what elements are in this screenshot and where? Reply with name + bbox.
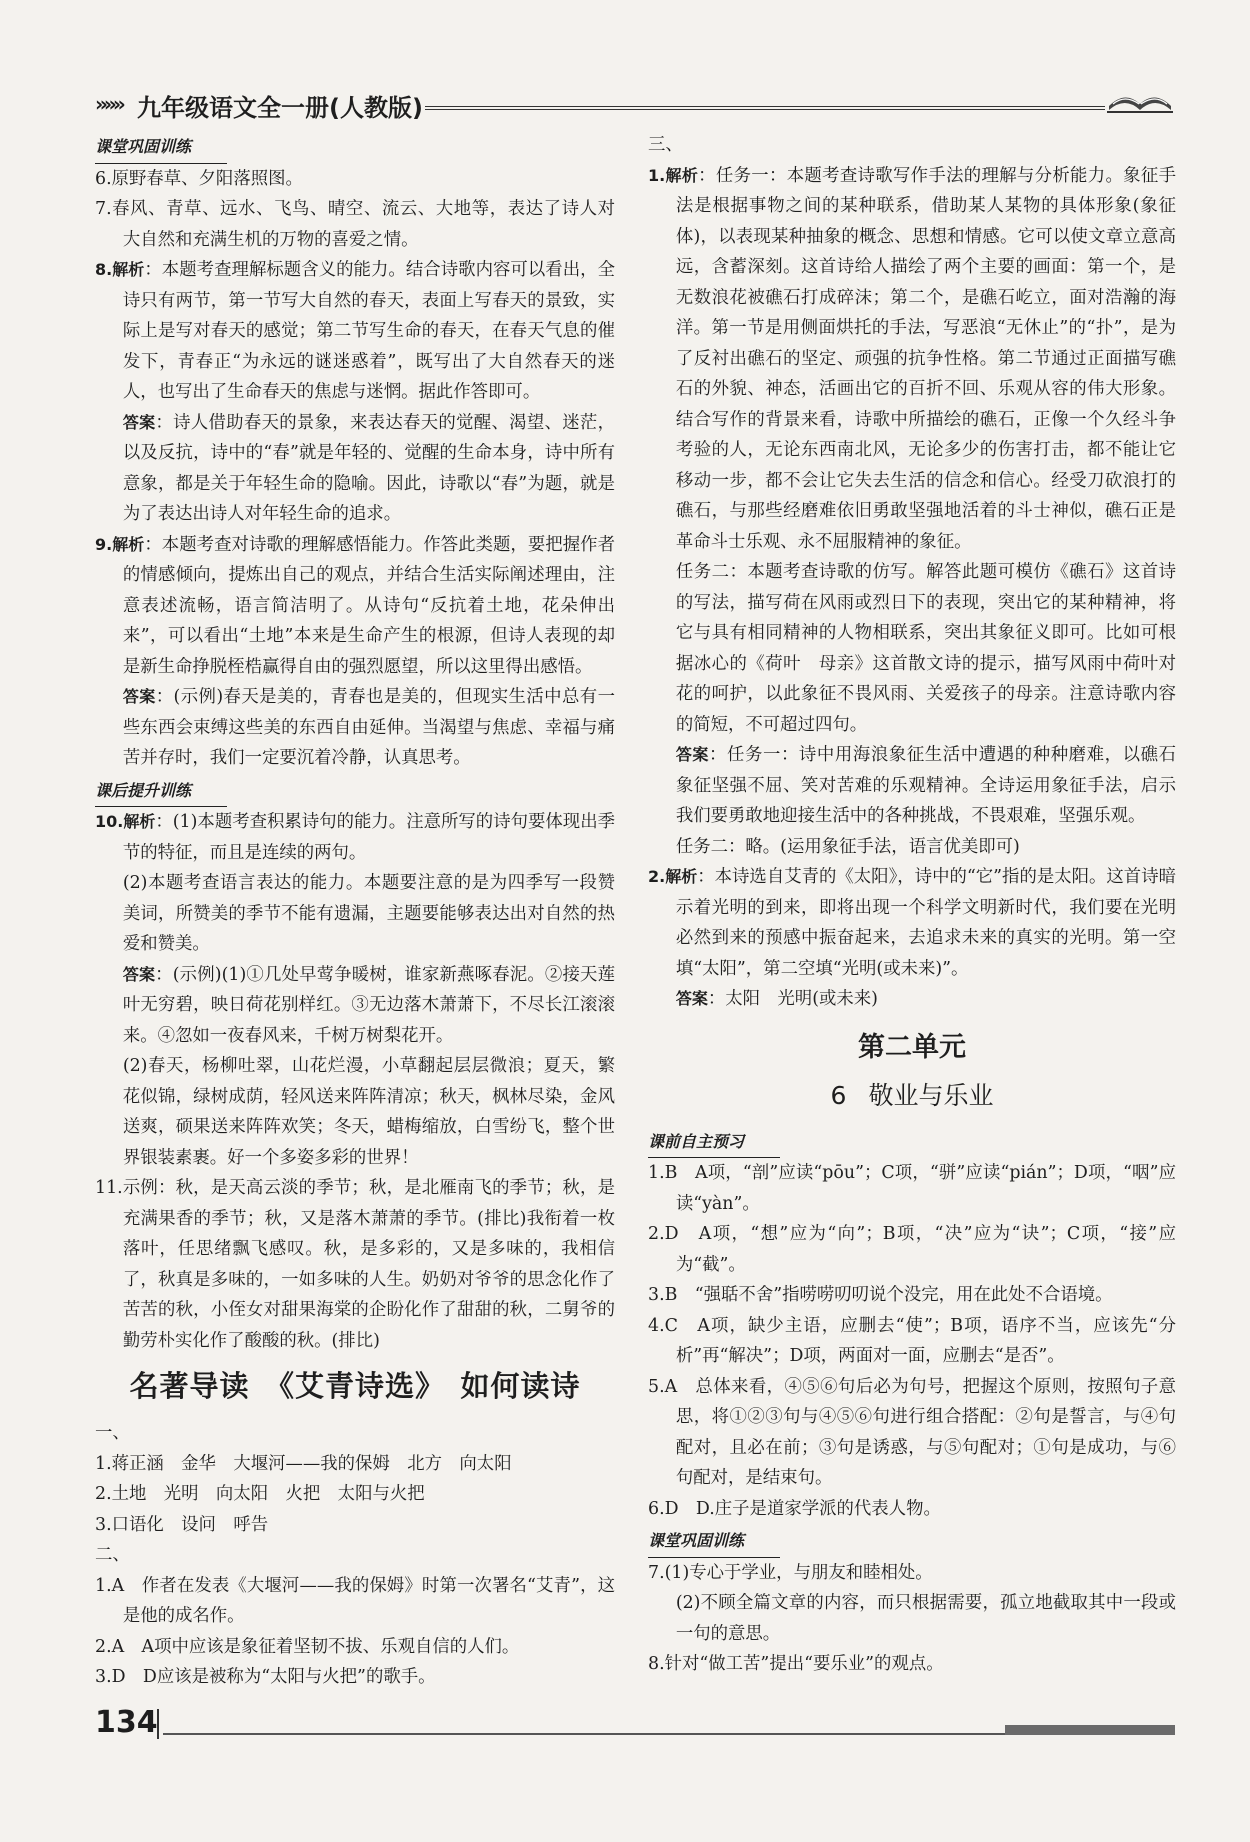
answer-item: 3.D D应该是被称为“太阳与火把”的歌手。 [95, 1667, 436, 1687]
analysis-text: ：本题考查对诗歌的理解感悟能力。作答此类题，要把握作者的情感倾向，提炼出自己的观点，并结合生活实际阐述理由，注意表述流畅，语言简洁明了。从诗句“反抗着土地，花朵伸出来”，可以看出“土地”本来是生命产生的根源，但诗人表现的却是新生命挣脱桎梏赢得自由的强烈愿望，所以这里得出感悟。 [122, 534, 615, 677]
answer-item: 6.原野春草、夕阳落照图。 [95, 168, 303, 189]
section-title: 课前自主预习 [648, 1127, 780, 1159]
right-column [648, 130, 1176, 1680]
answer-item [648, 984, 1176, 1015]
answer-item: 1.A 作者在发表《大堰河——我的保姆》时第一次署名“艾青”，这是他的成名作。 [95, 1575, 615, 1626]
analysis-text: ：(1)本题考查积累诗句的能力。注意所写的诗句要体现出季节的特征，而且是连续的两句。 [122, 812, 615, 863]
answer-text: ：任务一：诗中用海浪象征生活中遭遇的种种磨难，以礁石象征坚强不屈、笑对苦难的乐观精神。全诗运用象征手法，启示我们要勇敢地迎接生活中的各种挑战，不畏艰难，坚强乐观。 [675, 745, 1176, 826]
answer-item: (2)本题考查语言表达的能力。本题要注意的是为四季写一段赞美词，所赞美的季节不能有遗漏，主题要能够表达出对自然的热爱和赞美。 [122, 873, 615, 954]
answer-text: ：诗人借助春天的景象，来表达春天的觉醒、渴望、迷茫，以及反抗，诗中的“春”就是年轻的、觉醒的生命本身，诗中所有意象，都是关于年轻生命的隐喻。因此，诗歌以“春”为题，就是为了表达出诗人对年轻生命的追求。 [122, 412, 615, 524]
answer-label: 答案 [675, 745, 710, 764]
answer-item: 3.口语化 设问 呼告 [95, 1514, 269, 1535]
page-footer [95, 1705, 1175, 1745]
answer-item [648, 161, 1176, 558]
answer-label: 答案 [122, 964, 156, 984]
section-title: 课堂巩固训练 [95, 132, 227, 164]
analysis-label: 1.解析 [648, 165, 699, 185]
answer-item: 4.C A项，缺少主语，应删去“使”；B项，语序不当，应该先“分析”再“解决”；D项，两面对一面，应删去“是否”。 [648, 1315, 1176, 1366]
answer-item [95, 530, 615, 683]
lesson-title: 敬业与乐业 [868, 1080, 994, 1110]
page-header [95, 88, 1175, 124]
answer-item: 2.A A项中应该是象征着坚韧不拔、乐观自信的人们。 [95, 1636, 520, 1657]
answer-item: 7.春风、青草、远水、飞鸟、晴空、流云、大地等，表达了诗人对大自然和充满生机的万物的喜爱之情。 [95, 199, 615, 250]
answer-item [648, 740, 1176, 832]
answer-label: 答案 [675, 989, 708, 1008]
part-heading: 一、 [95, 1423, 130, 1443]
answer-label: 答案 [122, 412, 156, 432]
answer-item [95, 960, 615, 1052]
answer-item: 2.土地 光明 向太阳 火把 太阳与火把 [95, 1484, 425, 1504]
footer-divider [157, 1709, 159, 1739]
left-column [95, 130, 615, 1693]
unit-title: 第二单元 [858, 1031, 966, 1063]
chevrons-icon: »»» [95, 92, 122, 116]
part-heading: 二、 [95, 1545, 130, 1565]
analysis-label: 10.解析 [95, 812, 156, 831]
answer-item: 1.蒋正涵 金华 大堰河——我的保姆 北方 向太阳 [95, 1453, 512, 1474]
answer-text: ：(示例)春天是美的，青春也是美的，但现实生活中总有一些东西会束缚这些美的东西自由延伸。当渴望与焦虑、幸福与痛苦并存时，我们一定要沉着冷静，认真思考。 [122, 687, 615, 768]
answer-item: 任务二：略。(运用象征手法，语言优美即可) [675, 836, 1020, 857]
answer-item: 8.针对“做工苦”提出“要乐业”的观点。 [648, 1654, 944, 1674]
answer-item: 5.A 总体来看，④⑤⑥句后必为句号，把握这个原则，按照句子意思，将①②③句与④⑤⑥句进行组合搭配：②句是誓言，与④句配对，且必在前；③句是诱惑，与⑤句配对；①句是成功，与⑥句配对，是结束句。 [648, 1376, 1176, 1488]
answer-item [95, 255, 615, 408]
section-title: 课堂巩固训练 [648, 1526, 780, 1558]
answer-item: 1.B A项，“剖”应读“pōu”；C项，“骈”应读“pián”；D项，“咽”应读“yàn”。 [648, 1163, 1176, 1214]
reading-guide-title: 名著导读 《艾青诗选》 如何读诗 [129, 1369, 581, 1403]
book-title: 九年级语文全一册(人教版) [137, 94, 423, 122]
analysis-text: ：本诗选自艾青的《太阳》，诗中的“它”指的是太阳。这首诗暗示着光明的到来，即将出现一个科学文明新时代，我们要在光明必然到来的预感中振奋起来，去追求未来的真实的光明。第一空填“太阳”，第二空填“光明(或未来)”。 [675, 867, 1176, 979]
analysis-text: ：本题考查理解标题含义的能力。结合诗歌内容可以看出，全诗只有两节，第一节写大自然的春天，表面上写春天的景致，实际上是写对春天的感觉；第二节写生命的春天，在春天气息的催发下，青春正“为永远的谜迷惑着”，既写出了大自然春天的迷人，也写出了生命春天的焦虑与迷惘。据此作答即可。 [122, 260, 615, 402]
analysis-label: 2.解析 [648, 867, 698, 886]
answer-item: 任务二：本题考查诗歌的仿写。解答此题可模仿《礁石》这首诗的写法，描写荷在风雨或烈日下的表现，突出它的某种精神，将它与具有相同精神的人物相联系，突出其象征义即可。比如可根据冰心的《荷叶 母亲》这首散文诗的提示，描写风雨中荷叶对花的呵护，以此象征不畏风雨、关爱孩子的母亲。注意诗歌内容的简短，不可超过四句。 [675, 562, 1176, 735]
analysis-text: ：任务一：本题考查诗歌写作手法的理解与分析能力。象征手法是根据事物之间的某种联系，借助某人某物的具体形象(象征体)，以表现某种抽象的概念、思想和情感。它可以使文章立意高远，含蓄深刻。这首诗给人描绘了两个主要的画面：第一个，是无数浪花被礁石打成碎沫；第二个，是礁石屹立，面对浩瀚的海洋。第一节是用侧面烘托的手法，写恶浪“无休止”的“扑”，是为了反衬出礁石的坚定、顽强的抗争性格。第二节通过正面描写礁石的外貌、神态，活画出它的百折不回、乐观从容的伟大形象。结合写作的背景来看，诗歌中所描绘的礁石，正像一个久经斗争考验的人，无论东西南北风，无论多少的伤害打击，都不能让它移动一步，都不会让它失去生活的信念和信心。经受刀砍浪打的礁石，与那些经磨难依旧勇敢坚强地活着的斗士神似，礁石正是革命斗士乐观、永不屈服精神的象征。 [675, 165, 1176, 552]
answer-item: (2)不顾全篇文章的内容，而只根据需要，孤立地截取其中一段或一句的意思。 [675, 1593, 1176, 1644]
footer-bar [1005, 1725, 1175, 1735]
page-number: 134 [95, 1705, 158, 1740]
answer-item [95, 807, 615, 868]
analysis-label: 9.解析 [95, 534, 145, 554]
open-book-icon [1105, 84, 1175, 118]
analysis-label: 8.解析 [95, 260, 145, 279]
answer-item: (2)春天，杨柳吐翠，山花烂漫，小草翻起层层微浪；夏天，繁花似锦，绿树成荫，轻风送来阵阵清凉；秋天，枫林尽染，金风送爽，硕果送来阵阵欢笑；冬天，蜡梅缩放，白雪纷飞，整个世界银装素裹。好一个多姿多彩的世界！ [122, 1056, 615, 1168]
answer-item [95, 408, 615, 530]
answer-text: ：(示例)(1)①几处早莺争暖树，谁家新燕啄春泥。②接天莲叶无穷碧，映日荷花别样红。③无边落木萧萧下，不尽长江滚滚来。④忽如一夜春风来，千树万树梨花开。 [122, 964, 615, 1046]
answer-item: 6.D D.庄子是道家学派的代表人物。 [648, 1498, 941, 1519]
answer-item [648, 862, 1176, 984]
answer-item: 7.(1)专心于学业，与朋友和睦相处。 [648, 1562, 933, 1583]
answer-text: ：太阳 光明(或未来) [707, 989, 878, 1009]
part-heading: 三、 [648, 135, 683, 155]
answer-item: 2.D A项，“想”应为“向”；B项，“决”应为“诀”；C项，“接”应为“截”。 [648, 1224, 1176, 1275]
header-rule [425, 106, 1105, 110]
answer-label: 答案 [122, 687, 156, 706]
answer-item: 11.示例：秋，是天高云淡的季节；秋，是北雁南飞的季节；秋，是充满果香的季节；秋，又是落木萧萧的季节。(排比)我衔着一枚落叶，任思绪飘飞感叹。秋，是多彩的，又是多味的，我相信了，秋真是多味的，一如多味的人生。奶奶对爷爷的思念化作了苦苦的秋，小侄女对甜果海棠的企盼化作了甜甜的秋，二舅爷的勤劳朴实化作了酸酸的秋。(排比) [95, 1178, 615, 1351]
section-title: 课后提升训练 [95, 776, 227, 808]
lesson-number: 6 [830, 1080, 847, 1110]
answer-item [95, 682, 615, 774]
answer-item: 3.B “强聒不舍”指唠唠叨叨说个没完，用在此处不合语境。 [648, 1285, 1113, 1305]
lesson-heading [648, 1073, 1176, 1119]
